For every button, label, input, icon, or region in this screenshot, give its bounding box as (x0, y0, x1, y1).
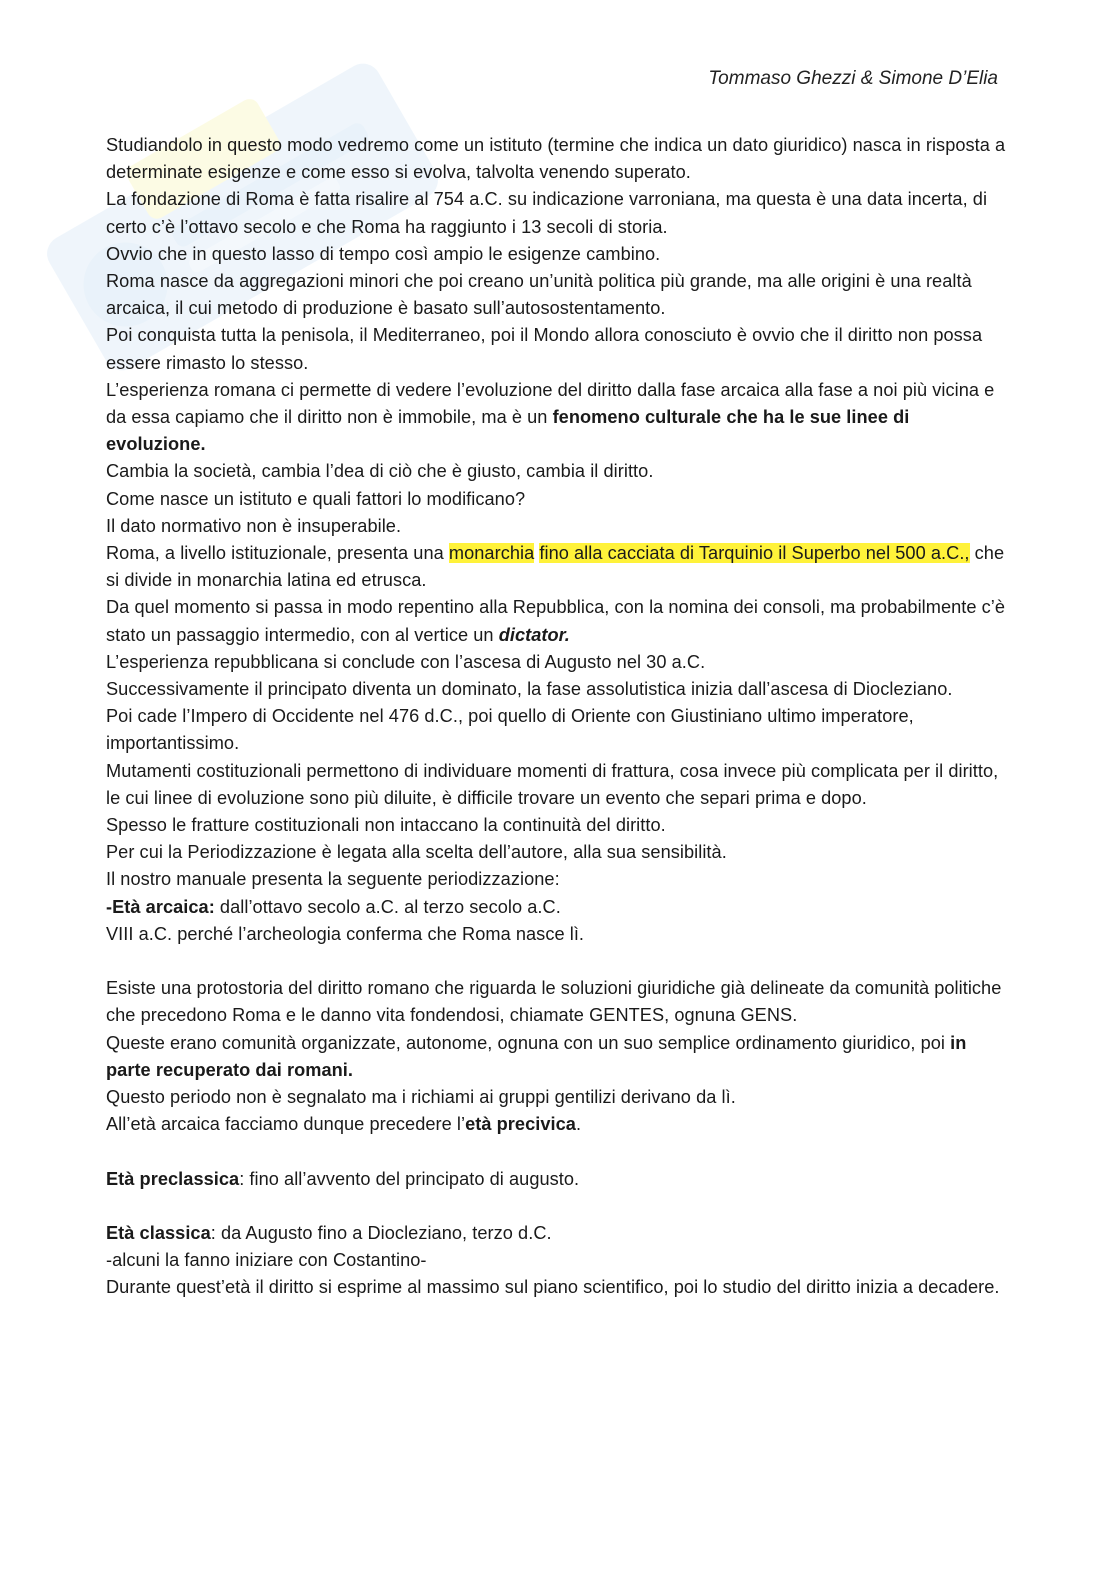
paragraph: Spesso le fratture costituzionali non intaccano la continuità del diritto. (106, 815, 666, 836)
paragraph (106, 1220, 1006, 1247)
paragraph (106, 540, 1006, 594)
paragraph: Mutamenti costituzionali permettono di individuare momenti di frattura, cosa invece più complicata per il diritto, le cui linee di evoluzione sono più diluite, è difficile trovare un evento che separi prima e dopo. (106, 760, 999, 808)
paragraph (106, 1030, 1006, 1084)
paragraph (106, 894, 1006, 921)
paragraph: -alcuni la fanno iniziare con Costantino- (106, 1250, 427, 1271)
bold-italic-text: dictator. (498, 624, 570, 645)
blank-line (106, 1139, 1006, 1166)
paragraph: La fondazione di Roma è fatta risalire al 754 a.C. su indicazione varroniana, ma questa è una data incerta, di certo c’è l’ottavo secolo e che Roma ha raggiunto i 13 secoli di storia. (106, 189, 988, 237)
text-run: Queste erano comunità organizzate, autonome, ognuna con un suo semplice ordinamento giuridico, poi (106, 1032, 951, 1053)
page-header-authors: Tommaso Ghezzi & Simone D’Elia (708, 68, 998, 89)
bold-text: -Età arcaica: (106, 896, 215, 917)
paragraph: L’esperienza repubblicana si conclude con l’ascesa di Augusto nel 30 a.C. (106, 651, 706, 672)
bold-text: Età preclassica (106, 1168, 240, 1189)
bold-text: in parte recuperato dai romani. (106, 1032, 967, 1080)
paragraph: Esiste una protostoria del diritto romano che riguarda le soluzioni giuridiche già delineate da comunità politiche che precedono Roma e le danno vita fondendosi, chiamate GENTES, ognuna GENS. (106, 978, 1002, 1026)
bold-text: Età classica (106, 1223, 211, 1244)
paragraph (106, 1111, 1006, 1138)
document-body (106, 132, 1006, 1302)
highlighted-text: fino alla cacciata di Tarquinio il Superbo nel 500 a.C., (539, 543, 970, 564)
paragraph: Il nostro manuale presenta la seguente periodizzazione: (106, 869, 560, 890)
paragraph: Per cui la Periodizzazione è legata alla scelta dell’autore, alla sua sensibilità. (106, 842, 727, 863)
blank-line (106, 948, 1006, 975)
paragraph: VIII a.C. perché l’archeologia conferma che Roma nasce lì. (106, 923, 585, 944)
paragraph: Ovvio che in questo lasso di tempo così ampio le esigenze cambino. (106, 243, 661, 264)
paragraph: Roma nasce da aggregazioni minori che poi creano un’unità politica più grande, ma alle origini è una realtà arcaica, il cui metodo di produzione è basato sull’autosostentamento. (106, 271, 972, 319)
paragraph: Questo periodo non è segnalato ma i richiami ai gruppi gentilizi derivano da lì. (106, 1087, 736, 1108)
text-run: Roma, a livello istituzionale, presenta una (106, 543, 449, 564)
paragraph (106, 377, 1006, 459)
paragraph: Poi conquista tutta la penisola, il Mediterraneo, poi il Mondo allora conosciuto è ovvio che il diritto non possa essere rimasto lo stesso. (106, 325, 983, 373)
text-run: Da quel momento si passa in modo repentino alla Repubblica, con la nomina dei consoli, ma probabilmente c’è stato un passaggio intermedio, con al vertice un (106, 597, 1006, 645)
paragraph: Il dato normativo non è insuperabile. (106, 515, 402, 536)
text-run: dall’ottavo secolo a.C. al terzo secolo a.C. (214, 896, 561, 917)
text-run: All’età arcaica facciamo dunque precedere l’ (106, 1114, 466, 1135)
text-run: che si divide in monarchia latina ed etrusca. (106, 543, 1005, 591)
paragraph: Poi cade l’Impero di Occidente nel 476 d.C., poi quello di Oriente con Giustiniano ultimo imperatore, importantissimo. (106, 706, 914, 754)
paragraph: Studiandolo in questo modo vedremo come un istituto (termine che indica un dato giuridico) nasca in risposta a determinate esigenze e come esso si evolva, talvolta venendo superato. (106, 135, 1006, 183)
text-run: L’esperienza romana ci permette di vedere l’evoluzione del diritto dalla fase arcaica alla fase a noi più vicina e da essa capiamo che il diritto non è immobile, ma è un (106, 379, 995, 428)
paragraph (106, 1166, 1006, 1193)
paragraph: Come nasce un istituto e quali fattori lo modificano? (106, 488, 526, 509)
paragraph: Successivamente il principato diventa un dominato, la fase assolutistica inizia dall’ascesa di Diocleziano. (106, 679, 953, 700)
bold-text: fenomeno culturale che ha le sue linee di evoluzione. (106, 407, 910, 455)
text-run: : da Augusto fino a Diocleziano, terzo d.C. (210, 1223, 552, 1244)
paragraph (106, 594, 1006, 648)
paragraph: Durante quest’età il diritto si esprime al massimo sul piano scientifico, poi lo studio del diritto inizia a decadere. (106, 1277, 1000, 1298)
bold-text: età precivica (465, 1114, 576, 1135)
blank-line (106, 1193, 1006, 1220)
text-run: : fino all’avvento del principato di augusto. (239, 1168, 580, 1189)
text-run: . (575, 1114, 582, 1135)
paragraph: Cambia la società, cambia l’dea di ciò che è giusto, cambia il diritto. (106, 461, 654, 482)
highlighted-text: monarchia (448, 543, 535, 564)
